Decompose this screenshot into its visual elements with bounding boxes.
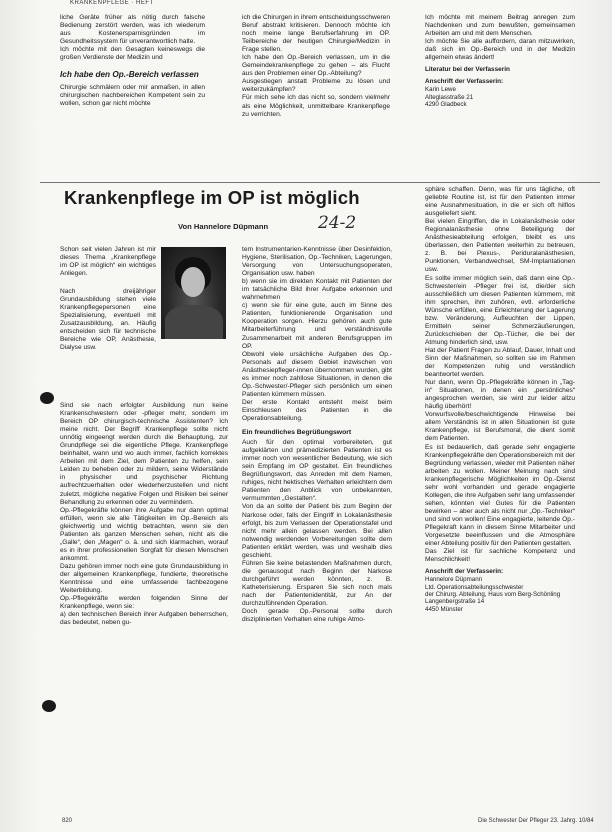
paragraph: Dazu gehören immer noch eine gute Grundausbildung in der allgemeinen Krankenpflege, fundierte, theoretische Kenntnisse und eine umfassende fachbezogene Weiterbildung. [60, 562, 228, 595]
paragraph: Nur dann, wenn Op.-Pflegekräfte können in „Tag-in“ Situationen, in denen ein „persönliches“ angesprochen werden, sie wird zur leider allzu häufig überhört! [425, 379, 575, 411]
paragraph: Chirurgie schmälern oder mir anmaßen, in allen chirurgischen nachbereichen Kompetent sein zu wollen, schon gar nicht möchte [60, 83, 205, 107]
paragraph: Hat der Patient Fragen zu Ablauf, Dauer, Inhalt und Sinn der Maßnahmen, so sollten sie im Rahmen der Kompetenzen ruhig und verständlich beantwortet werden. [425, 346, 575, 379]
paragraph: Von da an sollte der Patient bis zum Beginn der Narkose oder, falls der Eingriff in Lokalanästhesie erfolgt, bis zum Verlassen der Operationstafel und nicht mehr allein gelassen werden. Bei allen notwendig werdenden Vorbereitungen sollte dem Patienten erklärt werden, was und weshalb dies geschieht. [242, 503, 392, 559]
top-left-column [60, 14, 205, 108]
paragraph: Ich möchte Sie alle auffordern, daran mitzuwirken, daß sich im Op.-Bereich und in der Medizin allgemein etwas ändert! [425, 38, 575, 62]
paragraph: a) den technischen Bereich ihrer Aufgaben beherrschen, das bedeutet, neben gu- [60, 611, 228, 627]
paragraph: ich die Chirurgen in ihrem entscheidungsschweren Beruf abstrakt kritisieren. Dennoch möchte ich noch meine lange Berufserfahrung im OP. Teilbereiche der heutigen Chirurgie/Medizin in Frage stellen. [242, 14, 390, 54]
article-column-1-intro [60, 246, 156, 278]
article-column-1-nach [60, 288, 156, 352]
punch-hole-mark [40, 392, 54, 404]
paragraph: Es ist bedauerlich, daß gerade sehr engagierte Krankenpflegekräfte den Operationsbereich mit der Begründung verlassen, wieder mit Patienten näher arbeiten zu wollen. Meiner Meinung nach sind krankenpflegerische Möglichkeiten im Op.-Dienst sehr wohl vorhanden und gerade engagierte Kollegen, die ihre Aufgaben sehr lang umfassender sehen, könnten viel Gutes für die Patienten bewirken – aber auch als nicht nur „Op.-Techniker“ und sind von wollen! Eine engagierte, leitende Op.-Pflegekraft kann in diesem Sinne Mitarbeiter und Vorgesetzte beeinflussen und die Atmosphäre einer Abteilung positiv für den Patienten gestalten. [425, 443, 575, 548]
page-number: 820 [62, 818, 73, 824]
paragraph: Nach dreijähriger Grundausbildung stehen viele Krankenpflegepersonen eine Spezialisierung, eventuell mit Zusatzausbildung, an. Häufig entscheiden sich für technische Bereiche wie OP, Anästhesie, Dialyse usw. [60, 288, 156, 352]
article-byline: Von Hannelore Düpmann [178, 222, 269, 231]
running-header: KRANKENPFLEGE · HEFT [70, 0, 154, 6]
paragraph: Obwohl viele ursächliche Aufgaben des Op.-Personals auf diesem Gebiet inzwischen von Anästhesiepfleger-innen übernommen wurden, gibt es immer noch zahllose Situationen, in denen die Op.-Schwester/-Pfleger sich persönlich um einen Patienten kümmern müssen. [242, 350, 392, 398]
address-line: Alteglasstraße 21 [425, 93, 474, 101]
section-divider [40, 182, 600, 183]
paragraph: Sind sie nach erfolgter Ausbildung nun keine Krankenschwestern oder -pfleger mehr, sondern im Bereich OP chirurgisch-technische Assistenten? Ich meine nicht. Der Begriff Krankenpflege sollte nicht unnötig eingeengt werden durch die Behauptung, zur Grundpflege sei die eigentliche Pflege. Krankenpflege beinhaltet, wann und wo auch immer, fachlich korrektes Arbeiten mit dem Ziel, dem Patienten zu helfen, sein Leiden zu beheben oder zu mildern, seine Widerstände in physischer und psychischer Richtung aufrechtzuerhalten oder wiederherzustellen und nicht zuletzt, mögliche negative Folgen und Risiken bei seiner Behandlung zu erkennen oder zu vermindern. [60, 402, 228, 506]
paragraph: Schon seit vielen Jahren ist mir dieses Thema „Krankenpflege im OP ist möglich“ ein wichtiges Anliegen. [60, 246, 156, 278]
address-line: Hannelore Düpmann [425, 576, 483, 584]
paragraph: liche Geräte früher als nötig durch falsche Bedienung zerstört werden, was ich wiederum aus Kostenersparnisgründen im Gesundheitssystem für unverantwortlich halte. [60, 14, 205, 46]
address-label: Anschrift der Verfasserin: [425, 78, 504, 86]
paragraph: Ich möchte mit den Gesagten keineswegs die großen Verdienste der Medizin und [60, 46, 205, 62]
paragraph: Ich möchte mit meinem Beitrag anregen zum Nachdenken und zum bewußten, gemeinsamen Arbeiten am und mit dem Menschen. [425, 14, 575, 38]
address-line: Karin Lewe [425, 86, 456, 94]
paragraph: Op.-Pflegekräfte werden folgenden Sinne der Krankenpflege, wenn sie: [60, 595, 228, 611]
address-line: Ltd. Operationsabteilungsschwester [425, 583, 524, 591]
top-middle-column [242, 14, 390, 119]
paragraph: Für mich sehe ich das nicht so, sondern vielmehr als eine Möglichkeit, unmittelbare Krankenpflege zu verrichten. [242, 94, 390, 118]
paragraph: Ich habe den Op.-Bereich verlassen, um in die Gemeindekrankenpflege zu gehen – als Flucht aus den Problemen einer Op.-Abteilung? [242, 54, 390, 78]
subheading: Ich habe den Op.-Bereich verlassen [60, 70, 199, 80]
paragraph: b) wenn sie im direkten Kontakt mit Patienten der im tatsächliche Bild ihrer Aufgabe erkennen und wahrnehmen [242, 278, 392, 302]
address-label: Anschrift der Verfasserin: [425, 568, 504, 576]
paragraph: Führen Sie keine belastenden Maßnahmen durch, die genausogut nach Beginn der Narkose durchgeführt werden könnten, z. B. Katheterisierung. Ersparen Sie sich noch mals nach der Patientenidentität, zur An der durchzuführenden Operation. [242, 559, 392, 608]
literature-note: Literatur bei der Verfasserin [425, 66, 510, 74]
address-line: der Chirurg. Abteilung, Haus vom Berg-Schönling [425, 591, 561, 599]
paragraph: c) wenn sie für eine gute, auch im Sinne des Patienten, funktionierende Organisation und Kooperation sorgen. Hierzu gehören auch gute Mitarbeiterführung und verständnisvolle Zusammenarbeit mit anderen Berufsgruppen im OP. [242, 302, 392, 350]
paragraph: Der erste Kontakt entsteht meist beim Einschleusen des Patienten in die Operationsabteilung. [242, 398, 392, 422]
article-column-1 [60, 402, 228, 627]
address-line: 4290 Gladbeck [425, 101, 467, 109]
punch-hole-mark [42, 700, 56, 712]
paragraph: sphäre schaffen. Denn, was für uns tägliche, oft geliebte Routine ist, ist für den Patienten immer eine Ausnahmesituation, in die er sich oft hilflos ausgeliefert sieht. [425, 186, 575, 218]
paragraph: Es sollte immer möglich sein, daß dann eine Op.-Schwester/ein -Pfleger frei ist, die/der sich ausschließlich um diesen Patienten kümmern, mit ihm sprechen, ihm zuhören, evtl. erforderliche Wünsche erfüllen, eine Erleichterung der Lagerung bzw. Veränderung, Aufleuchten der Lippen, Ermitteln seiner Schmerzäußerungen, Zurückschieben der Op.-Tücher, die bei der Atmung hinderlich sind, usw. [425, 274, 575, 346]
address-line: 4450 Münster [425, 605, 463, 613]
address-line: Langenbergstraße 14 [425, 598, 485, 606]
paragraph: Doch gerade Op.-Personal sollte durch disziplinierten Verhalten eine ruhige Atmo- [242, 608, 392, 624]
handwritten-note: 24-2 [318, 213, 357, 233]
paragraph: tem Instrumentarien-Kenntnisse über Desinfektion, Hygiene, Sterilisation, Op.-Techniken, Lagerungen, Versorgung von Untersuchungsoperaten, Organisation usw. haben [242, 246, 392, 278]
journal-footer: Die Schwester Der Pfleger 23. Jahrg. 10/84 [478, 818, 594, 824]
section-heading: Ein freundliches Begrüßungswort [242, 429, 352, 437]
paragraph: Das Ziel ist für sachliche Kompetenz und Menschlichkeit! [425, 548, 575, 564]
paragraph: Ausgestiegen anstatt Probleme zu lösen und weiterzukämpfen? [242, 78, 390, 94]
author-photo [161, 247, 226, 339]
paragraph: Auch für den optimal vorbereiteten, gut aufgeklärten und prämedizierten Patienten ist es immer noch von wesentlicher Bedeutung, wie sich sein Empfang im OP gestaltet. Ein freundliches Begrüßungswort, das Anreden mit dem Namen, ruhiges, nicht hektisches Verhalten erleichtern dem Patienten den Anblick von unbekannten, vermummten „Gestalten“. [242, 439, 392, 503]
article-column-2 [242, 246, 392, 624]
paragraph: Vorwurfsvolle/beschwichtigende Hinweise bei allem Verständnis ist in allen Situationen ist gute Krankenpflege, ist Berufsmoral, die dient somit dem Patienten. [425, 411, 575, 443]
article-column-3 [425, 186, 575, 613]
article-title: Krankenpflege im OP ist möglich [64, 187, 360, 208]
paragraph: Bei vielen Eingriffen, die in Lokalanästhesie oder Regionalanästhesie ohne Beteiligung der Anästhesieabteilung erfolgen, bleibt es uns überlassen, den Patienten weiterhin zu betreuen, z. B. bei Plexus-, Periduralanästhesien, Punktionen, Verbandwechsel, SM-Implantationen usw. [425, 218, 575, 274]
top-right-column [425, 14, 575, 109]
paragraph: Op.-Pflegekräfte können ihre Aufgabe nur dann optimal erfüllen, wenn sie alle Tätigkeiten im Op.-Bereich als gleichwertig und wichtig betrachten, wenn sie den Patienten als ganzen Menschen sehen, nicht als die „Galle“, den „Magen“ o. ä. und sich klarmachen, worauf es in ihrer professionellen Sorgfalt für diesen Menschen ankommt. [60, 506, 228, 562]
